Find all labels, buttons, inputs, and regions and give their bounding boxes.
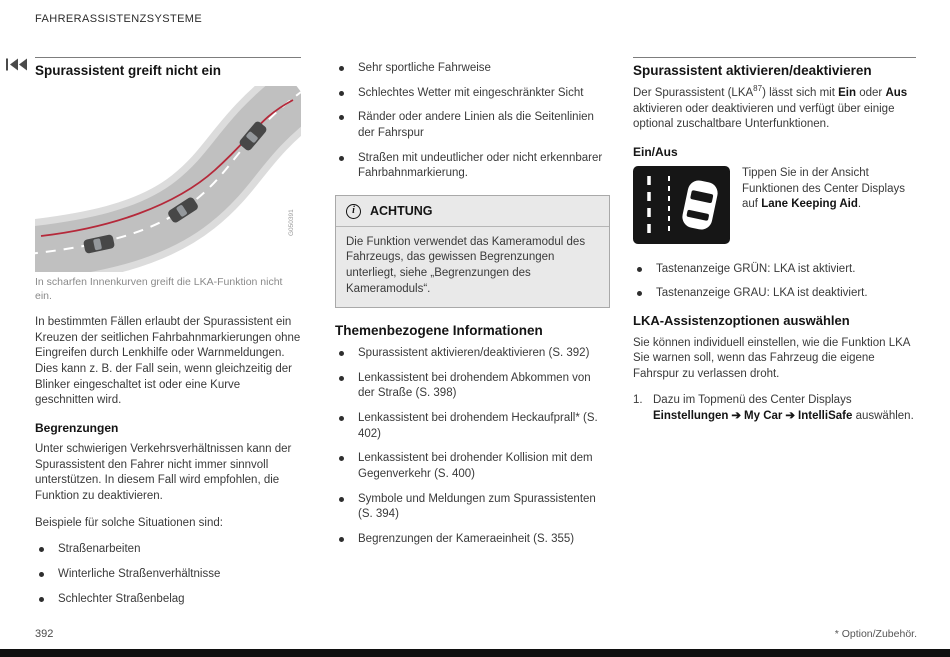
onoff-row [633,166,916,250]
list-item-text: Tastenanzeige GRAU: LKA ist deaktiviert. [656,287,868,300]
list-item-text: Lenkassistent bei drohender Kollision mit dem Gegenverkehr (S. 400) [358,452,593,480]
achtung-notice-box [335,195,610,309]
middle-column [335,57,610,556]
section-heading-right: Spurassistent aktivieren/deaktivieren [633,57,916,80]
list-item [335,492,610,523]
step-text: auswählen. [855,410,914,423]
list-item-text: Sehr sportliche Fahrweise [358,62,491,74]
list-item-text: Lenkassistent bei drohendem Heckaufprall* (S. 402) [358,412,598,440]
list-item [335,86,610,102]
list-item-text: Schlechtes Wetter mit eingeschränkter Sicht [358,86,584,99]
intro-text: Der Spurassistent (LKA [633,86,754,99]
step-number: 1. [633,394,643,407]
section-heading-left: Spurassistent greift nicht ein [35,57,301,80]
indicator-state-list [633,262,916,302]
list-item [633,286,916,302]
paragraph: Beispiele für solche Situationen sind: [35,516,223,529]
list-item [335,151,610,182]
right-column [633,57,916,425]
list-item-text: Begrenzungen der Kameraeinheit (S. 355) [358,532,575,545]
notice-header [336,196,609,227]
situation-list [35,542,301,607]
page-section-header: FAHRERASSISTENZSYSTEME [35,13,203,25]
notice-title: ACHTUNG [370,203,433,218]
list-item [335,371,610,402]
step-1 [633,393,916,424]
list-item-text: Straßen mit undeutlicher oder nicht erkennbarer Fahrbahnmarkierung. [358,151,603,180]
intro-text: oder [856,86,886,99]
intro-text: ) lässt sich mit [762,86,839,99]
menu-label-lane-keeping-aid: Lane Keeping Aid [761,198,858,211]
list-item [335,411,610,442]
list-item-text: Winterliche Straßenverhältnisse [58,567,221,580]
onoff-instruction [742,166,916,250]
footnote-ref: 87 [753,84,763,94]
option-footnote: * Option/Zubehör. [834,628,917,640]
figure-code: G050391 [288,209,295,236]
menu-label-aus: Aus [885,86,908,99]
menu-label-intellisafe: IntelliSafe [798,410,853,423]
related-info-heading: Themenbezogene Informationen [335,323,543,339]
list-item [335,532,610,548]
list-item-text: Ränder oder andere Linien als die Seitenlinien der Fahrspur [358,111,594,139]
info-icon: i [346,204,361,219]
bottom-bar [0,649,950,657]
list-item [35,592,301,608]
lane-keeping-aid-button-image [633,166,730,250]
related-info-list [335,346,610,547]
list-item [35,542,301,558]
menu-label-ein: Ein [838,86,857,99]
list-item-text: Symbole und Meldungen zum Spurassistenten (S. 394) [358,492,596,521]
instruction-text: Tippen Sie in der Ansicht Funktionen des Center Displays auf [742,167,905,211]
subheading-lka-options: LKA-Assistenzoptionen auswählen [633,312,850,328]
paragraph: Sie können individuell einstellen, wie die Funktion LKA Sie warnen soll, wenn das Fahrzeug die eigene Fahrspur zu verlassen droht. [633,336,910,380]
list-item [35,567,301,583]
subheading-begrenzungen: Begrenzungen [35,420,119,435]
list-item-text: Spurassistent aktivieren/deaktivieren (S. 392) [358,347,590,360]
menu-label-einstellungen: Einstellungen [653,410,729,423]
intro-paragraph [633,86,916,133]
step-body [653,393,916,424]
list-item-text: Straßenarbeiten [58,543,141,556]
notice-body: Die Funktion verwendet das Kameramodul des Fahrzeugs, das gewissen Begrenzungen unterliegt, siehe „Begrenzungen des Kameramoduls“. [346,235,586,295]
figure-caption: In scharfen Innenkurven greift die LKA-Funktion nicht ein. [35,275,283,302]
road-curve-illustration [35,86,301,272]
list-item-text: Tastenanzeige GRÜN: LKA ist aktiviert. [656,262,856,275]
list-item-text: Schlechter Straßenbelag [58,592,185,605]
page-number: 392 [35,628,54,640]
intro-text: aktivieren oder deaktivieren und verfügt über einige optional zuschaltbare Unterfunktionen. [633,102,895,131]
left-column [35,57,301,616]
paragraph: In bestimmten Fällen erlaubt der Spurassistent ein Kreuzen der seitlichen Fahrbahnmarkierungen ohne Eingreifen durch Lenkhilfe oder Warnmeldungen. Dies kann z. B. der Fall sein, wenn gleichzeitig der Blinker eingeschaltet ist oder eine Kurve geschnitten wird. [35,316,301,407]
list-item [335,346,610,362]
list-item [633,262,916,278]
list-item-text: Lenkassistent bei drohendem Abkommen von der Straße (S. 398) [358,371,591,400]
instruction-text: . [857,198,862,211]
step-text: Dazu im Topmenü des Center Displays [653,394,852,407]
menu-arrow-icon: ➔ [785,410,796,423]
menu-label-my-car: My Car [744,410,783,423]
paragraph: Unter schwierigen Verkehrsverhältnissen kann der Spurassistent den Fahrer nicht immer sinnvoll unterstützen. In diesem Fall wird empfohlen, die Funktion zu deaktivieren. [35,443,292,503]
list-item [335,110,610,141]
menu-arrow-icon: ➔ [731,410,742,423]
subheading-ein-aus: Ein/Aus [633,144,678,159]
list-item [335,451,610,482]
list-item [335,61,610,77]
situation-list-continued [335,61,610,182]
continuation-arrows-icon [6,58,28,76]
